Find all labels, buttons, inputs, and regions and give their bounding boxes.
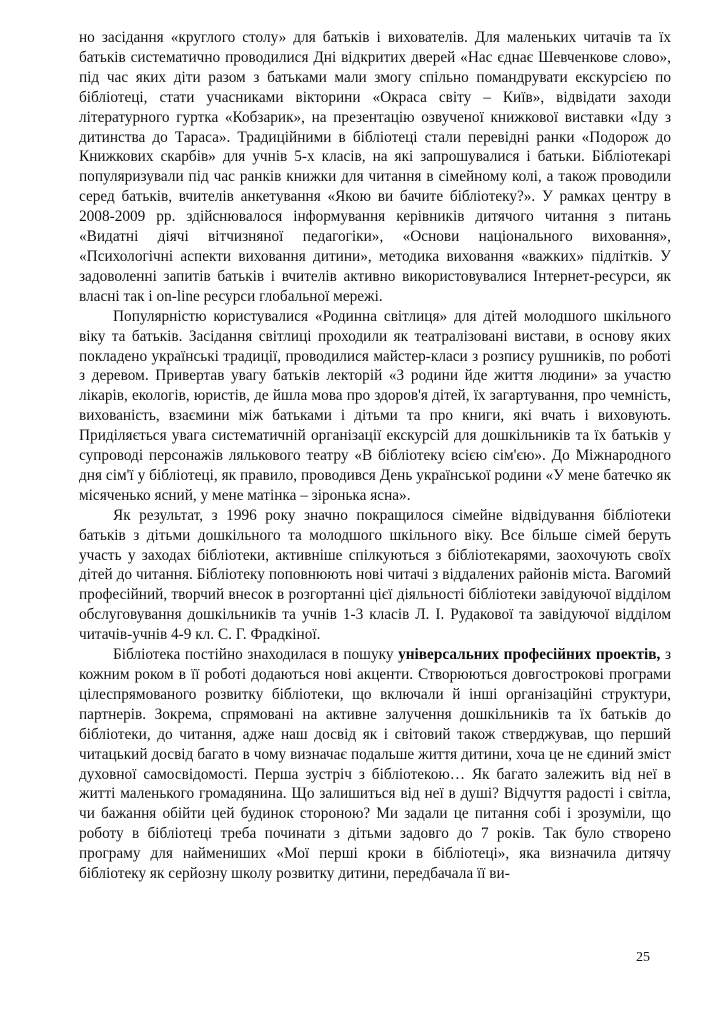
paragraph-projects-lead: Бібліотека постійно знаходилася в пошуку <box>113 646 399 664</box>
page-body <box>79 28 671 968</box>
paragraph-projects-rest: з кожним роком в її роботі додаються нові акценти. Створюються довгострокові програми цілеспрямованого розвитку бібліотеки, що включали й інші організаційні структури, партнерів. Зокрема, спрямовані на активне залучення дошкільників та їх батьків до бібліотеки, до читання, адже наш досвід як і світовий також стверджував, що перший читацький досвід багато в чому визначає подальше життя дитини, хоча це не єдиний зміст духовної самосвідомості. Перша зустріч з бібліотекою… Як багато залежить від неї в житті маленького громадянина. Що залишиться від неї в душі? Відчуття радості і світла, чи бажання обійти цей будинок стороною? Ми задали це питання собі і зрозуміли, що роботу в бібліотеці треба починати з дітьми задовго до 7 років. Так було створено програму для наймениших «Мої перші кроки в бібліотеці», яка визначила дитячу бібліотеку як серйозну школу розвитку дитини, передбачала її ви- <box>79 646 671 883</box>
paragraph-family-lounge: Популярністю користувалися «Родинна світлиця» для дітей молодшого шкільного віку та батьків. Засідання світлиці проходили як театралізовані вистави, в основу яких покладено українські традиції, проводилися майстер-класи з розпису рушників, по роботі з деревом. Привертав увагу батьків лекторій «З родини йде життя людини» за участю лікарів, екологів, юристів, де йшла мова про здоров'я дітей, їх загартування, про чемність, вихованість, взаємини між батьками і дітьми та про книги, які вчать і виховують. Приділяється увага систематичній організації екскурсій для дошкільників та їх батьків у супроводі персонажів лялькового театру «В бібліотеку всією сім'єю». До Міжнародного дня сім'ї у бібліотеці, як правило, проводився День української родини «У мене батечко як місяченько ясний, у мене матінка – зіронька ясна». <box>79 307 671 504</box>
paragraph-continuation: но засідання «круглого столу» для батьків і вихователів. Для маленьких читачів та їх батьків систематично проводилися Дні відкритих дверей «Нас єднає Шевченкове слово», під час яких діти разом з батьками мали змогу спільно помандрувати екскурсією по бібліотеці, стати учасниками вікторини «Окраса світу – Київ», відвідати заходи літературного гуртка «Кобзарик», на презентацію озвученої книжкової виставки «Іду з дитинства до Тараса». Традиційними в бібліотеці стали перевідні ранки «Подорож до Книжкових скарбів» для учнів 5-х класів, на які запрошувалися і батьки. Бібліотекарі популяризували під час ранків книжки для читання в сімейному колі, а також проводили серед батьків, вчителів анкетування «Якою ви бачите бібліотеку?». У рамках центру в 2008-2009 рр. здійснювалося інформування керівників дитячого читання з питань «Видатні діячі вітчизняної педагогіки», «Основи національного виховання», «Психологічні аспекти виховання дитини», методика виховання «важких» підлітків. У задоволенні запитів батьків і вчителів активно використовувалися Інтернет-ресурси, як власні так і on-line ресурси глобальної мережі. <box>79 29 671 305</box>
paragraph-results: Як результат, з 1996 року значно покращилося сімейне відвідування бібліотеки батьків з дітьми дошкільного та молодшого шкільного віку. Все більше сімей беруть участь у заходах бібліотеки, активніше спілкуються з бібліотекарями, заохочують своїх дітей до читання. Бібліотеку поповнюють нові читачі з віддалених районів міста. Вагомий професійний, творчий внесок в розгортанні цієї діяльності бібліотеки завідуючої відділом обслуговування дошкільників та учнів 1-3 класів Л. І. Рудакової та завідуючої відділом читачів-учнів 4-9 кл. С. Г. Фрадкіної. <box>79 506 671 644</box>
paragraph-projects-emphasis: універсальних професійних проектів, <box>398 646 661 664</box>
paragraph-projects <box>79 645 671 884</box>
page-number: 25 <box>636 950 650 965</box>
